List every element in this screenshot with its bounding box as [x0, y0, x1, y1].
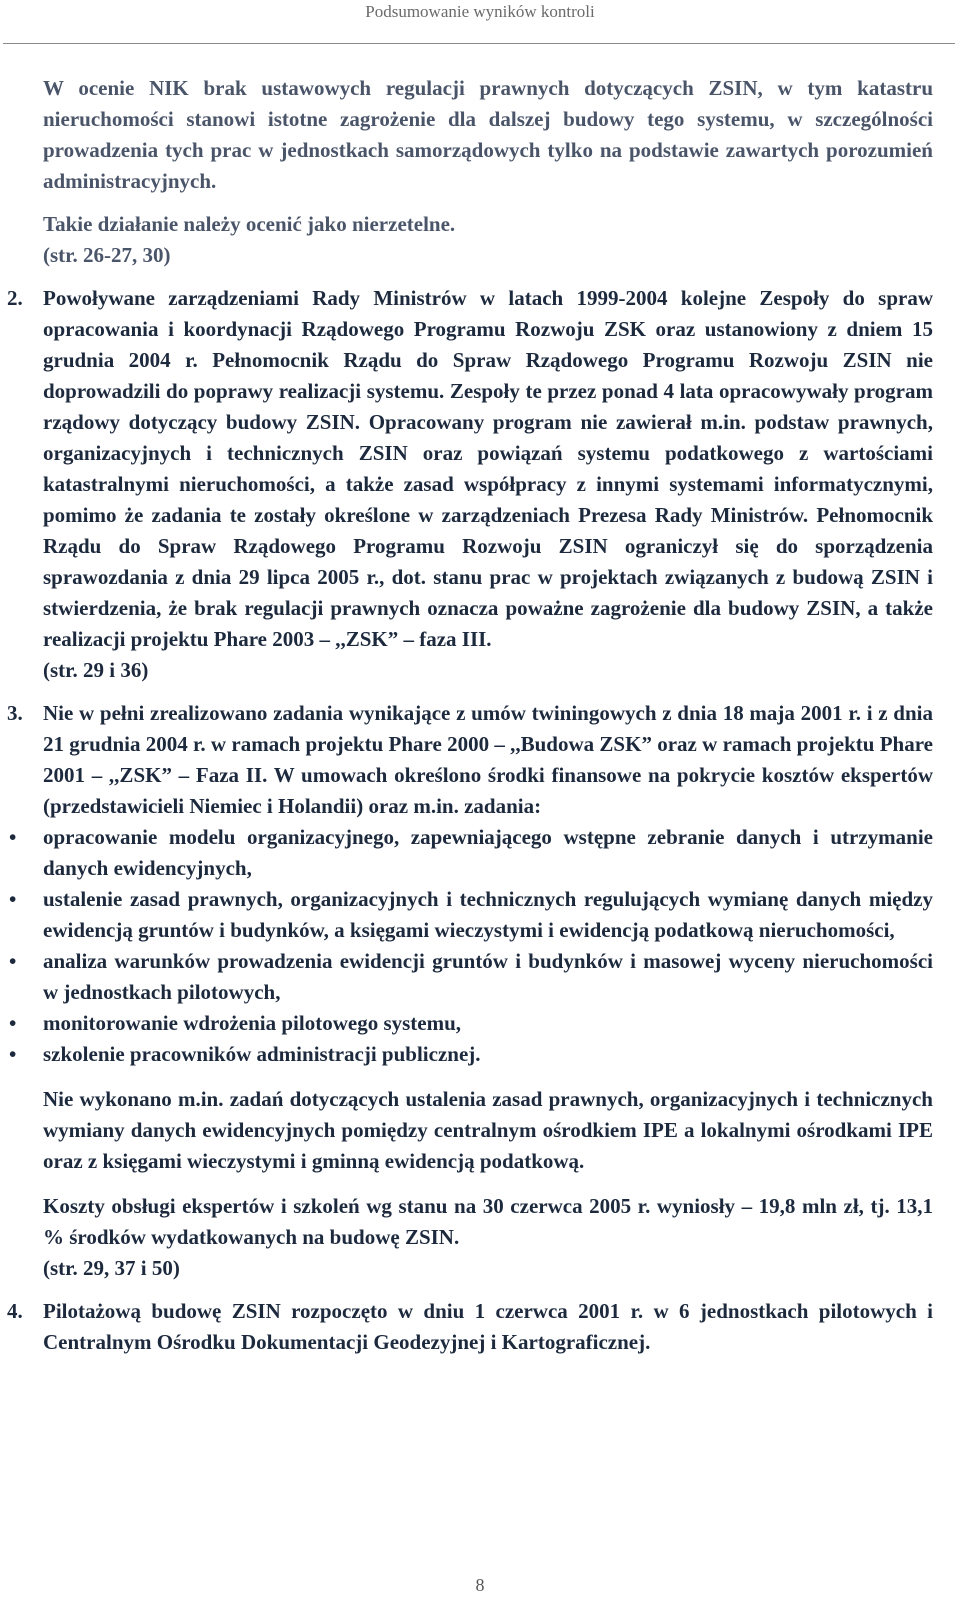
item-costs-paragraph: Koszty obsługi ekspertów i szkoleń wg stanu na 30 czerwca 2005 r. wyniosły – 19,8 mln zł, tj. 13,1 % środków wydatkowanych na budowę ZSIN. — [43, 1194, 933, 1249]
document-body — [7, 73, 933, 1358]
item-text: Powoływane zarządzeniami Rady Ministrów w latach 1999-2004 kolejne Zespoły do spraw opracowania i koordynacji Rządowego Programu Rozwoju ZSK oraz ustanowiony z dniem 15 grudnia 2004 r. Pełnomocnik Rządu do Spraw Rządowego Programu Rozwoju ZSIN nie doprowadzili do poprawy realizacji systemu. Zespoły te przez ponad 4 lata opracowywały program rządowy dotyczący budowy ZSIN. Opracowany program nie zawierał m.in. podstaw prawnych, organizacyjnych i technicznych ZSIN oraz powiązań systemu podatkowego z wartościami katastralnymi nieruchomości, a także zasad współpracy z innymi systemami informatycznymi, pomimo że zadania te zostały określone w zarządzeniach Prezesa Rady Ministrów. Pełnomocnik Rządu do Spraw Rządowego Programu Rozwoju ZSIN ograniczył się do sporządzenia sprawozdania z dnia 29 lipca 2005 r., dot. stanu prac w projektach związanych z budową ZSIN i stwierdzenia, że brak regulacji prawnych oznacza poważne zagrożenie dla budowy ZSIN, a także realizacji projektu Phare 2003 – ,,ZSK” – faza III. — [43, 286, 933, 651]
header-divider — [3, 43, 955, 44]
intro-block — [43, 73, 933, 271]
numbered-item-3 — [7, 698, 933, 1284]
item-reference: (str. 29 i 36) — [43, 658, 149, 682]
task-list — [9, 822, 933, 1070]
bullet-icon: • — [9, 887, 17, 911]
item-followup-paragraph: Nie wykonano m.in. zadań dotyczących ustalenia zasad prawnych, organizacyjnych i technicznych wymiany danych ewidencyjnych pomiędzy centralnym ośrodkiem IPE a lokalnymi ośrodkami IPE oraz z księgami wieczystymi i gminną ewidencją podatkową. — [43, 1087, 933, 1173]
item-text: Pilotażową budowę ZSIN rozpoczęto w dniu 1 czerwca 2001 r. w 6 jednostkach pilotowych i Centralnym Ośrodku Dokumentacji Geodezyjnej i Kartograficznej. — [43, 1299, 933, 1354]
bullet-icon: • — [9, 825, 17, 849]
page-number: 8 — [475, 1575, 485, 1595]
list-item: • opracowanie modelu organizacyjnego, zapewniającego wstępne zebranie danych i utrzymanie danych ewidencyjnych, — [43, 822, 933, 884]
intro-assessment: Takie działanie należy ocenić jako nierzetelne. — [43, 212, 456, 236]
intro-reference: (str. 26-27, 30) — [43, 243, 171, 267]
list-item: • analiza warunków prowadzenia ewidencji gruntów i budynków i masowej wyceny nieruchomości w jednostkach pilotowych, — [43, 946, 933, 1008]
list-item: • monitorowanie wdrożenia pilotowego systemu, — [43, 1008, 933, 1039]
item-text: Nie w pełni zrealizowano zadania wynikające z umów twiningowych z dnia 18 maja 2001 r. i z dnia 21 grudnia 2004 r. w ramach projektu Phare 2000 – ,,Budowa ZSK” oraz w ramach projektu Phare 2001 – ,,ZSK” – Faza II. W umowach określono środki finansowe na pokrycie kosztów ekspertów (przedstawicieli Niemiec i Holandii) oraz m.in. zadania: — [43, 701, 933, 818]
list-item: • szkolenie pracowników administracji publicznej. — [43, 1039, 933, 1070]
item-reference: (str. 29, 37 i 50) — [43, 1256, 180, 1280]
numbered-item-2 — [7, 283, 933, 686]
bullet-icon: • — [9, 1042, 17, 1066]
list-item: • ustalenie zasad prawnych, organizacyjnych i technicznych regulujących wymianę danych między ewidencją gruntów i budynków, a księgami wieczystymi i ewidencją podatkową nieruchomości, — [43, 884, 933, 946]
item-number: 3. — [7, 701, 23, 725]
intro-paragraph: W ocenie NIK brak ustawowych regulacji prawnych dotyczących ZSIN, w tym katastru nieruchomości stanowi istotne zagrożenie dla dalszej budowy tego systemu, w szczególności prowadzenia tych prac w jednostkach samorządowych tylko na podstawie zawartych porozumień administracyjnych. — [43, 76, 933, 193]
bullet-icon: • — [9, 949, 17, 973]
item-number: 4. — [7, 1299, 23, 1323]
running-header: Podsumowanie wyników kontroli — [365, 2, 595, 21]
bullet-icon: • — [9, 1011, 17, 1035]
item-number: 2. — [7, 286, 23, 310]
numbered-item-4 — [7, 1296, 933, 1358]
